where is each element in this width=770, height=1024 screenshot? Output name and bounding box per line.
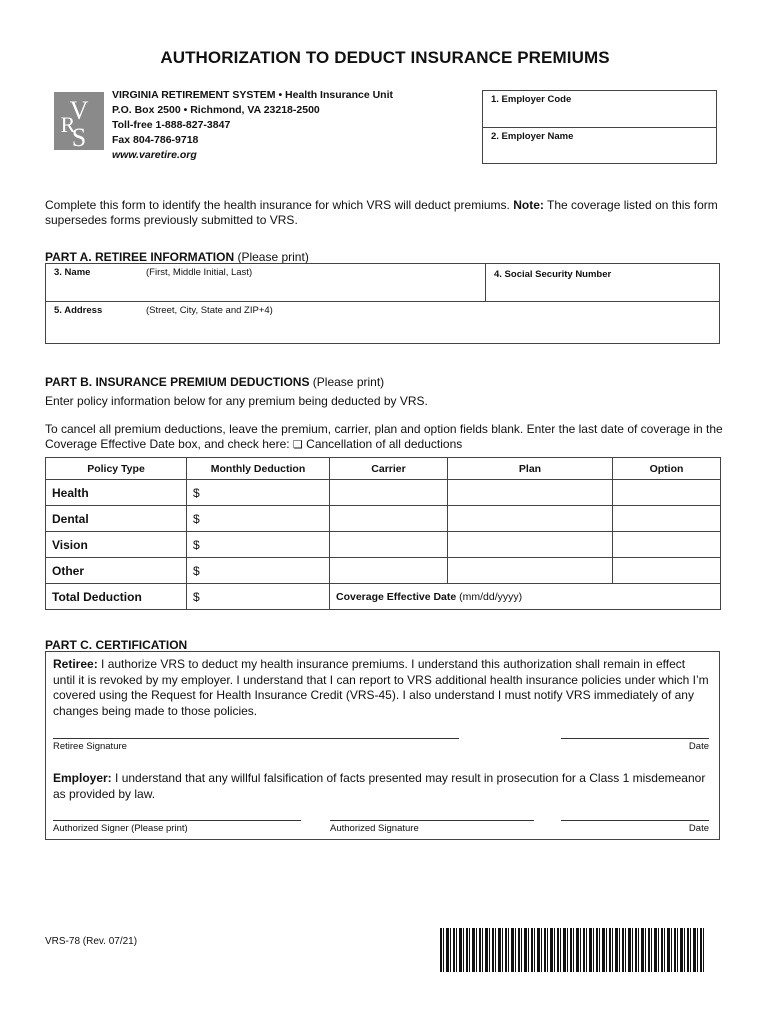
col-policy-type: Policy Type [46,458,187,480]
ssn-field[interactable] [486,264,719,302]
address-block [112,88,393,163]
coverage-effective-date-field[interactable] [330,584,721,610]
col-option: Option [613,458,721,480]
part-a-title: PART A. RETIREE INFORMATION [45,250,235,264]
row-label-vision: Vision [46,532,187,558]
other-option-field[interactable] [613,558,721,584]
health-deduction-field[interactable] [187,480,330,506]
cancel-text: To cancel all premium deductions, leave the premium, carrier, plan and option fields blank. Enter the last date of coverage in the Coverage Effective Date box, and check here: [45,422,723,451]
other-plan-field[interactable] [448,558,613,584]
part-a-heading [45,250,309,264]
dollar-sign: $ [193,511,200,526]
employer-box [482,90,717,164]
svg-text:V: V [69,96,89,125]
table-row [46,558,721,584]
svg-text:R: R [60,112,76,137]
intro-text [45,198,735,228]
address-field[interactable] [46,302,719,343]
website-link[interactable]: www.varetire.org [112,149,197,161]
row-label-health: Health [46,480,187,506]
retiree-date-label: Date [688,741,709,752]
col-carrier: Carrier [330,458,448,480]
table-row [46,584,721,610]
cancel-label: Cancellation of all deductions [306,437,463,451]
dental-carrier-field[interactable] [330,506,448,532]
row-label-dental: Dental [46,506,187,532]
signer-print-line[interactable] [53,820,301,834]
dental-option-field[interactable] [613,506,721,532]
vision-deduction-field[interactable] [187,532,330,558]
part-b-heading [45,375,384,389]
part-b-title: PART B. INSURANCE PREMIUM DEDUCTIONS [45,375,310,389]
name-field[interactable] [46,264,486,302]
dental-deduction-field[interactable] [187,506,330,532]
vision-plan-field[interactable] [448,532,613,558]
vrs-logo [54,92,104,150]
health-plan-field[interactable] [448,480,613,506]
form-number: VRS-78 (Rev. 07/21) [45,936,138,947]
col-monthly-deduction: Monthly Deduction [187,458,330,480]
signer-signature-line[interactable] [330,820,534,834]
retiree-signature-line[interactable] [53,738,459,752]
row-label-other: Other [46,558,187,584]
table-header-row [46,458,721,480]
total-deduction-field[interactable] [187,584,330,610]
retiree-info-box [45,263,720,344]
part-a-note: (Please print) [237,250,309,264]
dollar-sign: $ [193,537,200,552]
employer-name-label: 2. Employer Name [491,131,574,142]
certification-box [45,651,720,840]
row-label-total: Total Deduction [46,584,187,610]
part-c-heading: PART C. CERTIFICATION [45,638,188,652]
address-hint: (Street, City, State and ZIP+4) [146,305,273,316]
col-plan: Plan [448,458,613,480]
employer-certification [53,771,709,802]
other-deduction-field[interactable] [187,558,330,584]
part-b-note: (Please print) [312,375,385,389]
toll-free: Toll-free 1-888-827-3847 [112,119,231,131]
effective-date-label: Coverage Effective Date [336,590,457,603]
health-carrier-field[interactable] [330,480,448,506]
health-option-field[interactable] [613,480,721,506]
address-line-2: P.O. Box 2500 • Richmond, VA 23218-2500 [112,104,320,116]
retiree-certification [53,657,709,719]
form-title: AUTHORIZATION TO DEDUCT INSURANCE PREMIUMS [160,48,610,67]
employer-date-label: Date [688,823,709,834]
ssn-label: 4. Social Security Number [494,269,612,280]
premium-table [45,457,721,610]
effective-date-hint: (mm/dd/yyyy) [459,590,523,603]
intro-part-b: The coverage listed on this form supersedes forms previously submitted to VRS. [45,198,718,227]
cancel-checkbox[interactable]: ❏ [292,438,303,451]
name-hint: (First, Middle Initial, Last) [146,267,253,278]
part-b-instructions: Enter policy information below for any premium being deducted by VRS. [45,394,428,408]
intro-part-a: Complete this form to identify the health insurance for which VRS will deduct premiums. [45,198,514,212]
signer-signature-label: Authorized Signature [330,823,419,834]
cancel-instructions [45,422,735,452]
retiree-signature-label: Retiree Signature [53,741,127,752]
employer-date-line[interactable] [561,820,709,834]
address-line-1: VIRGINIA RETIREMENT SYSTEM • Health Insurance Unit [112,89,393,101]
table-row [46,506,721,532]
dollar-sign: $ [193,563,200,578]
dollar-sign: $ [193,589,200,604]
svg-text:S: S [71,123,87,150]
dollar-sign: $ [193,485,200,500]
vision-carrier-field[interactable] [330,532,448,558]
note-label: Note: [513,198,544,212]
vision-option-field[interactable] [613,532,721,558]
retiree-label: Retiree: [53,657,98,671]
employer-code-label: 1. Employer Code [491,94,572,105]
employer-label: Employer: [53,771,112,785]
name-label: 3. Name [54,267,91,278]
employer-code-field[interactable] [483,91,716,127]
signer-print-label: Authorized Signer (Please print) [53,823,188,834]
table-row [46,480,721,506]
dental-plan-field[interactable] [448,506,613,532]
other-carrier-field[interactable] [330,558,448,584]
table-row [46,532,721,558]
barcode [440,928,706,972]
retiree-date-line[interactable] [561,738,709,752]
employer-name-field[interactable] [483,127,716,163]
logo-text [104,92,105,93]
employer-text: I understand that any willful falsification of facts presented may result in prosecution for a Class 1 misdemeanor as provided by law. [53,771,706,801]
fax: Fax 804-786-9718 [112,134,199,146]
address-label: 5. Address [54,305,103,316]
retiree-text: I authorize VRS to deduct my health insurance premiums. I understand this authorization shall remain in effect until it is revoked by my employer. I understand that I can report to VRS additional health insurance policies under which I’m covered using the Request for Health Insurance Credit (VRS-45). I also understand I must notify VRS immediately of any changes being made to those policies. [53,657,709,718]
